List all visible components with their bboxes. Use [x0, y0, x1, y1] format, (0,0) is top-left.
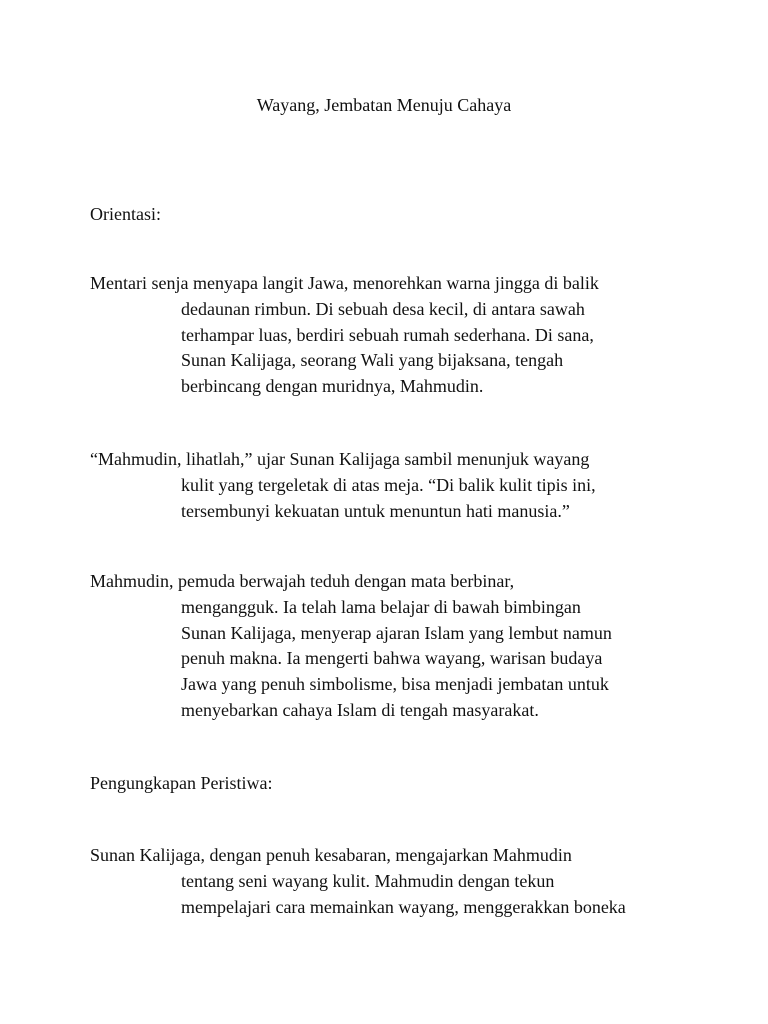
paragraph-line: Jawa yang penuh simbolisme, bisa menjadi jembatan untuk — [181, 674, 609, 695]
paragraph-line: Mentari senja menyapa langit Jawa, menorehkan warna jingga di balik — [90, 273, 599, 293]
paragraph-line: Mahmudin, pemuda berwajah teduh dengan mata berbinar, — [90, 571, 515, 591]
paragraph-line: mengangguk. Ia telah lama belajar di bawah bimbingan — [181, 596, 581, 617]
paragraph-line: mempelajari cara memainkan wayang, menggerakkan boneka — [181, 896, 626, 917]
paragraph — [90, 271, 690, 400]
paragraph — [90, 569, 690, 724]
document-title: Wayang, Jembatan Menuju Cahaya — [256, 95, 512, 115]
paragraph-line: berbincang dengan muridnya, Mahmudin. — [181, 376, 484, 397]
section-heading-pengungkapan-peristiwa: Pengungkapan Peristiwa: — [90, 773, 273, 793]
paragraph-line: dedaunan rimbun. Di sebuah desa kecil, di antara sawah — [181, 298, 585, 319]
paragraph-line: Sunan Kalijaga, menyerap ajaran Islam yang lembut namun — [181, 622, 612, 643]
section-heading-orientasi: Orientasi: — [90, 204, 161, 224]
paragraph-line: tentang seni wayang kulit. Mahmudin dengan tekun — [181, 870, 555, 891]
paragraph-line: tersembunyi kekuatan untuk menuntun hati manusia.” — [181, 500, 570, 521]
paragraph-line: terhampar luas, berdiri sebuah rumah sederhana. Di sana, — [181, 324, 594, 345]
paragraph-line: kulit yang tergeletak di atas meja. “Di balik kulit tipis ini, — [181, 474, 596, 495]
paragraph — [90, 447, 690, 524]
paragraph-line: Sunan Kalijaga, dengan penuh kesabaran, mengajarkan Mahmudin — [90, 845, 572, 865]
paragraph-line: penuh makna. Ia mengerti bahwa wayang, warisan budaya — [181, 648, 603, 669]
paragraph-line: “Mahmudin, lihatlah,” ujar Sunan Kalijaga sambil menunjuk wayang — [90, 449, 590, 469]
paragraph-line: menyebarkan cahaya Islam di tengah masyarakat. — [181, 699, 539, 720]
paragraph-line: Sunan Kalijaga, seorang Wali yang bijaksana, tengah — [181, 350, 564, 371]
paragraph — [90, 843, 690, 920]
